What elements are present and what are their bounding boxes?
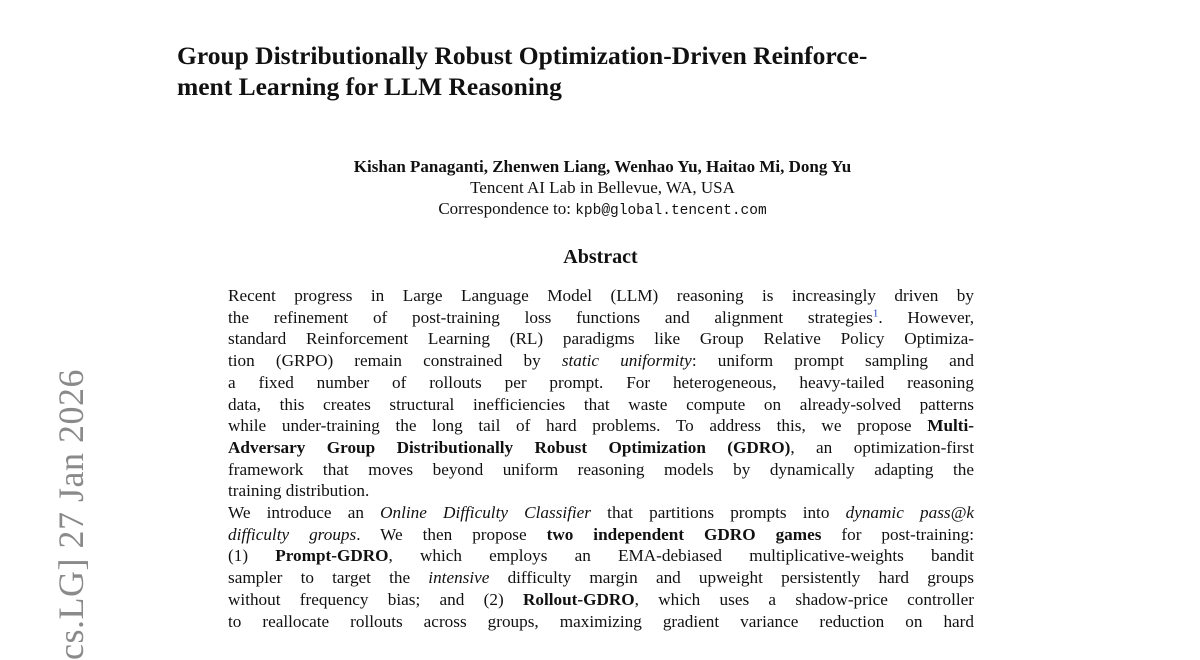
abstract-body [228,285,974,632]
abstract-line: to reallocate rollouts across groups, maximizing gradient variance reduction on hard [228,611,974,631]
footnote-ref-link[interactable]: 1 [872,306,879,319]
abstract-line: standard Reinforcement Learning (RL) paradigms like Group Relative Policy Optimiza- [228,329,974,349]
arxiv-side-stamp: cs.LG] 27 Jan 2026 [51,369,91,660]
abstract-line: framework that moves beyond uniform reasoning models by dynamically adapting the [228,459,974,479]
affiliation: Tencent AI Lab in Bellevue, WA, USA [470,178,735,197]
title-line-1: Group Distributionally Robust Optimization-Driven Reinforce- [177,41,868,70]
abstract-line: a fixed number of rollouts per prompt. For heterogeneous, heavy-tailed reasoning [228,372,974,392]
abstract-heading: Abstract [563,246,638,268]
abstract-line: Recent progress in Large Language Model (LLM) reasoning is increasingly driven by [228,286,974,305]
abstract-line: training distribution. [228,481,370,501]
author-list: Kishan Panaganti, Zhenwen Liang, Wenhao Yu, Haitao Mi, Dong Yu [353,157,852,176]
author-block [0,156,1200,222]
abstract-line: Adversary Group Distributionally Robust Optimization (GDRO), an optimization-first [228,437,974,457]
abstract-line: sampler to target the intensive difficulty margin and upweight persistently hard groups [228,568,974,588]
correspondence-email[interactable]: kpb@global.tencent.com [575,203,767,219]
correspondence-prefix: Correspondence to: [438,199,576,218]
paper-title [177,40,1057,102]
abstract-line: (1) Prompt-GDRO, which employs an EMA-debiased multiplicative-weights bandit [228,546,974,566]
abstract-line: while under-training the long tail of hard problems. To address this, we propose Multi- [228,416,974,436]
correspondence [0,198,1200,222]
abstract-line: tion (GRPO) remain constrained by static uniformity: uniform prompt sampling and [228,351,974,371]
abstract-line: difficulty groups. We then propose two independent GDRO games for post-training: [228,524,975,544]
abstract-line: the refinement of post-training loss functions and alignment strategies$^1$. However, [228,306,974,327]
abstract-line: data, this creates structural inefficiencies that waste compute on already-solved patterns [228,394,974,414]
abstract-line: without frequency bias; and (2) Rollout-GDRO, which uses a shadow-price controller [228,589,974,609]
title-line-2: ment Learning for LLM Reasoning [177,72,562,101]
abstract-line: We introduce an Online Difficulty Classifier that partitions prompts into dynamic pass@k [228,503,975,523]
